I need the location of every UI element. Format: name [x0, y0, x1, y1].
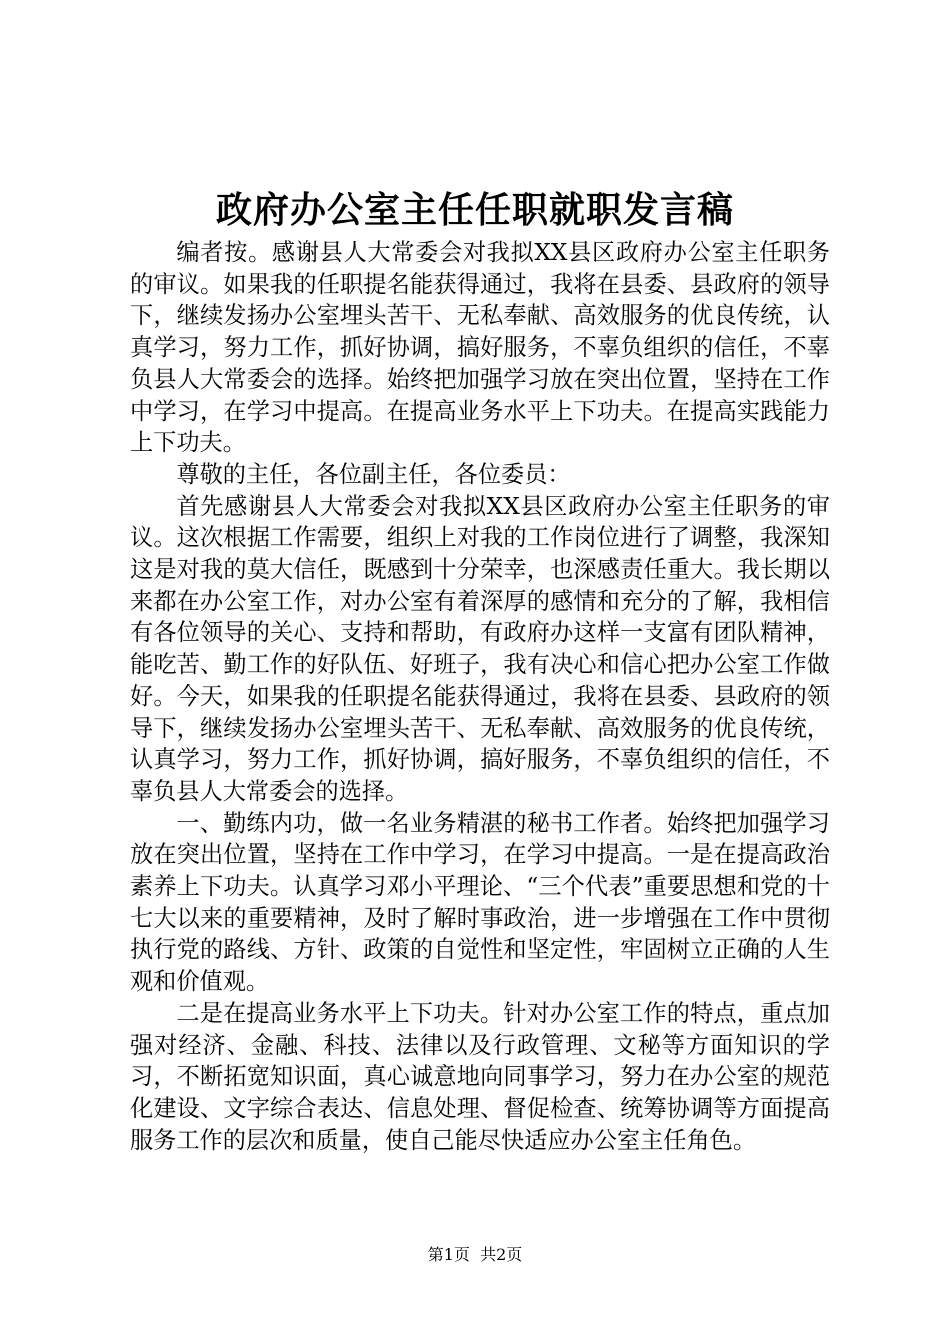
paragraph-salutation: 尊敬的主任，各位副主任，各位委员：: [176, 460, 571, 488]
paragraph-opening: 首先感谢县人大常委会对我拟XX县区政府办公室主任职务的审议。这次根据工作需要，组织上对我的工作岗位进行了调整，我深知这是对我的莫大信任，既感到十分荣幸，也深感责任重大。我长期以来都在办公室工作，对办公室有着深厚的感情和充分的了解，我相信有各位领导的关心、支持和帮助，有政府办这样一支富有团队精神，能吃苦、勤工作的好队伍、好班子，我有决心和信心把办公室工作做好。今天，如果我的任职提名能获得通过，我将在县委、县政府的领导下，继续发扬办公室埋头苦干、无私奉献、高效服务的优良传统，认真学习，努力工作，抓好协调，搞好服务，不辜负组织的信任，不辜负县人大常委会的选择。: [130, 492, 830, 805]
paragraph-section-two: 二是在提高业务水平上下功夫。针对办公室工作的特点，重点加强对经济、金融、科技、法律以及行政管理、文秘等方面知识的学习，不断拓宽知识面，真心诚意地向同事学习，努力在办公室的规范化建设、文字综合表达、信息处理、督促检查、统筹协调等方面提高服务工作的层次和质量，使自己能尽快适应办公室主任角色。: [130, 999, 830, 1154]
page-number-current: 第1页: [427, 1245, 470, 1264]
paragraph-section-one: 一、勤练内功，做一名业务精湛的秘书工作者。始终把加强学习放在突出位置，坚持在工作中学习，在学习中提高。一是在提高政治素养上下功夫。认真学习邓小平理论、“三个代表”重要思想和党的十七大以来的重要精神，及时了解时事政治，进一步增强在工作中贯彻执行党的路线、方针、政策的自觉性和坚定性，牢固树立正确的人生观和价值观。: [130, 809, 830, 996]
page-footer: [0, 1243, 950, 1267]
document-body: [130, 237, 830, 1156]
document-title: 政府办公室主任任职就职发言稿: [215, 189, 734, 231]
paragraph-editor-note: 编者按。感谢县人大常委会对我拟XX县区政府办公室主任职务的审议。如果我的任职提名能获得通过，我将在县委、县政府的领导下，继续发扬办公室埋头苦干、无私奉献、高效服务的优良传统，认真学习，努力工作，抓好协调，搞好服务，不辜负组织的信任，不辜负县人大常委会的选择。始终把加强学习放在突出位置，坚持在工作中学习，在学习中提高。在提高业务水平上下功夫。在提高实践能力上下功夫。: [130, 239, 830, 457]
page-number-total: 共2页: [480, 1245, 523, 1264]
